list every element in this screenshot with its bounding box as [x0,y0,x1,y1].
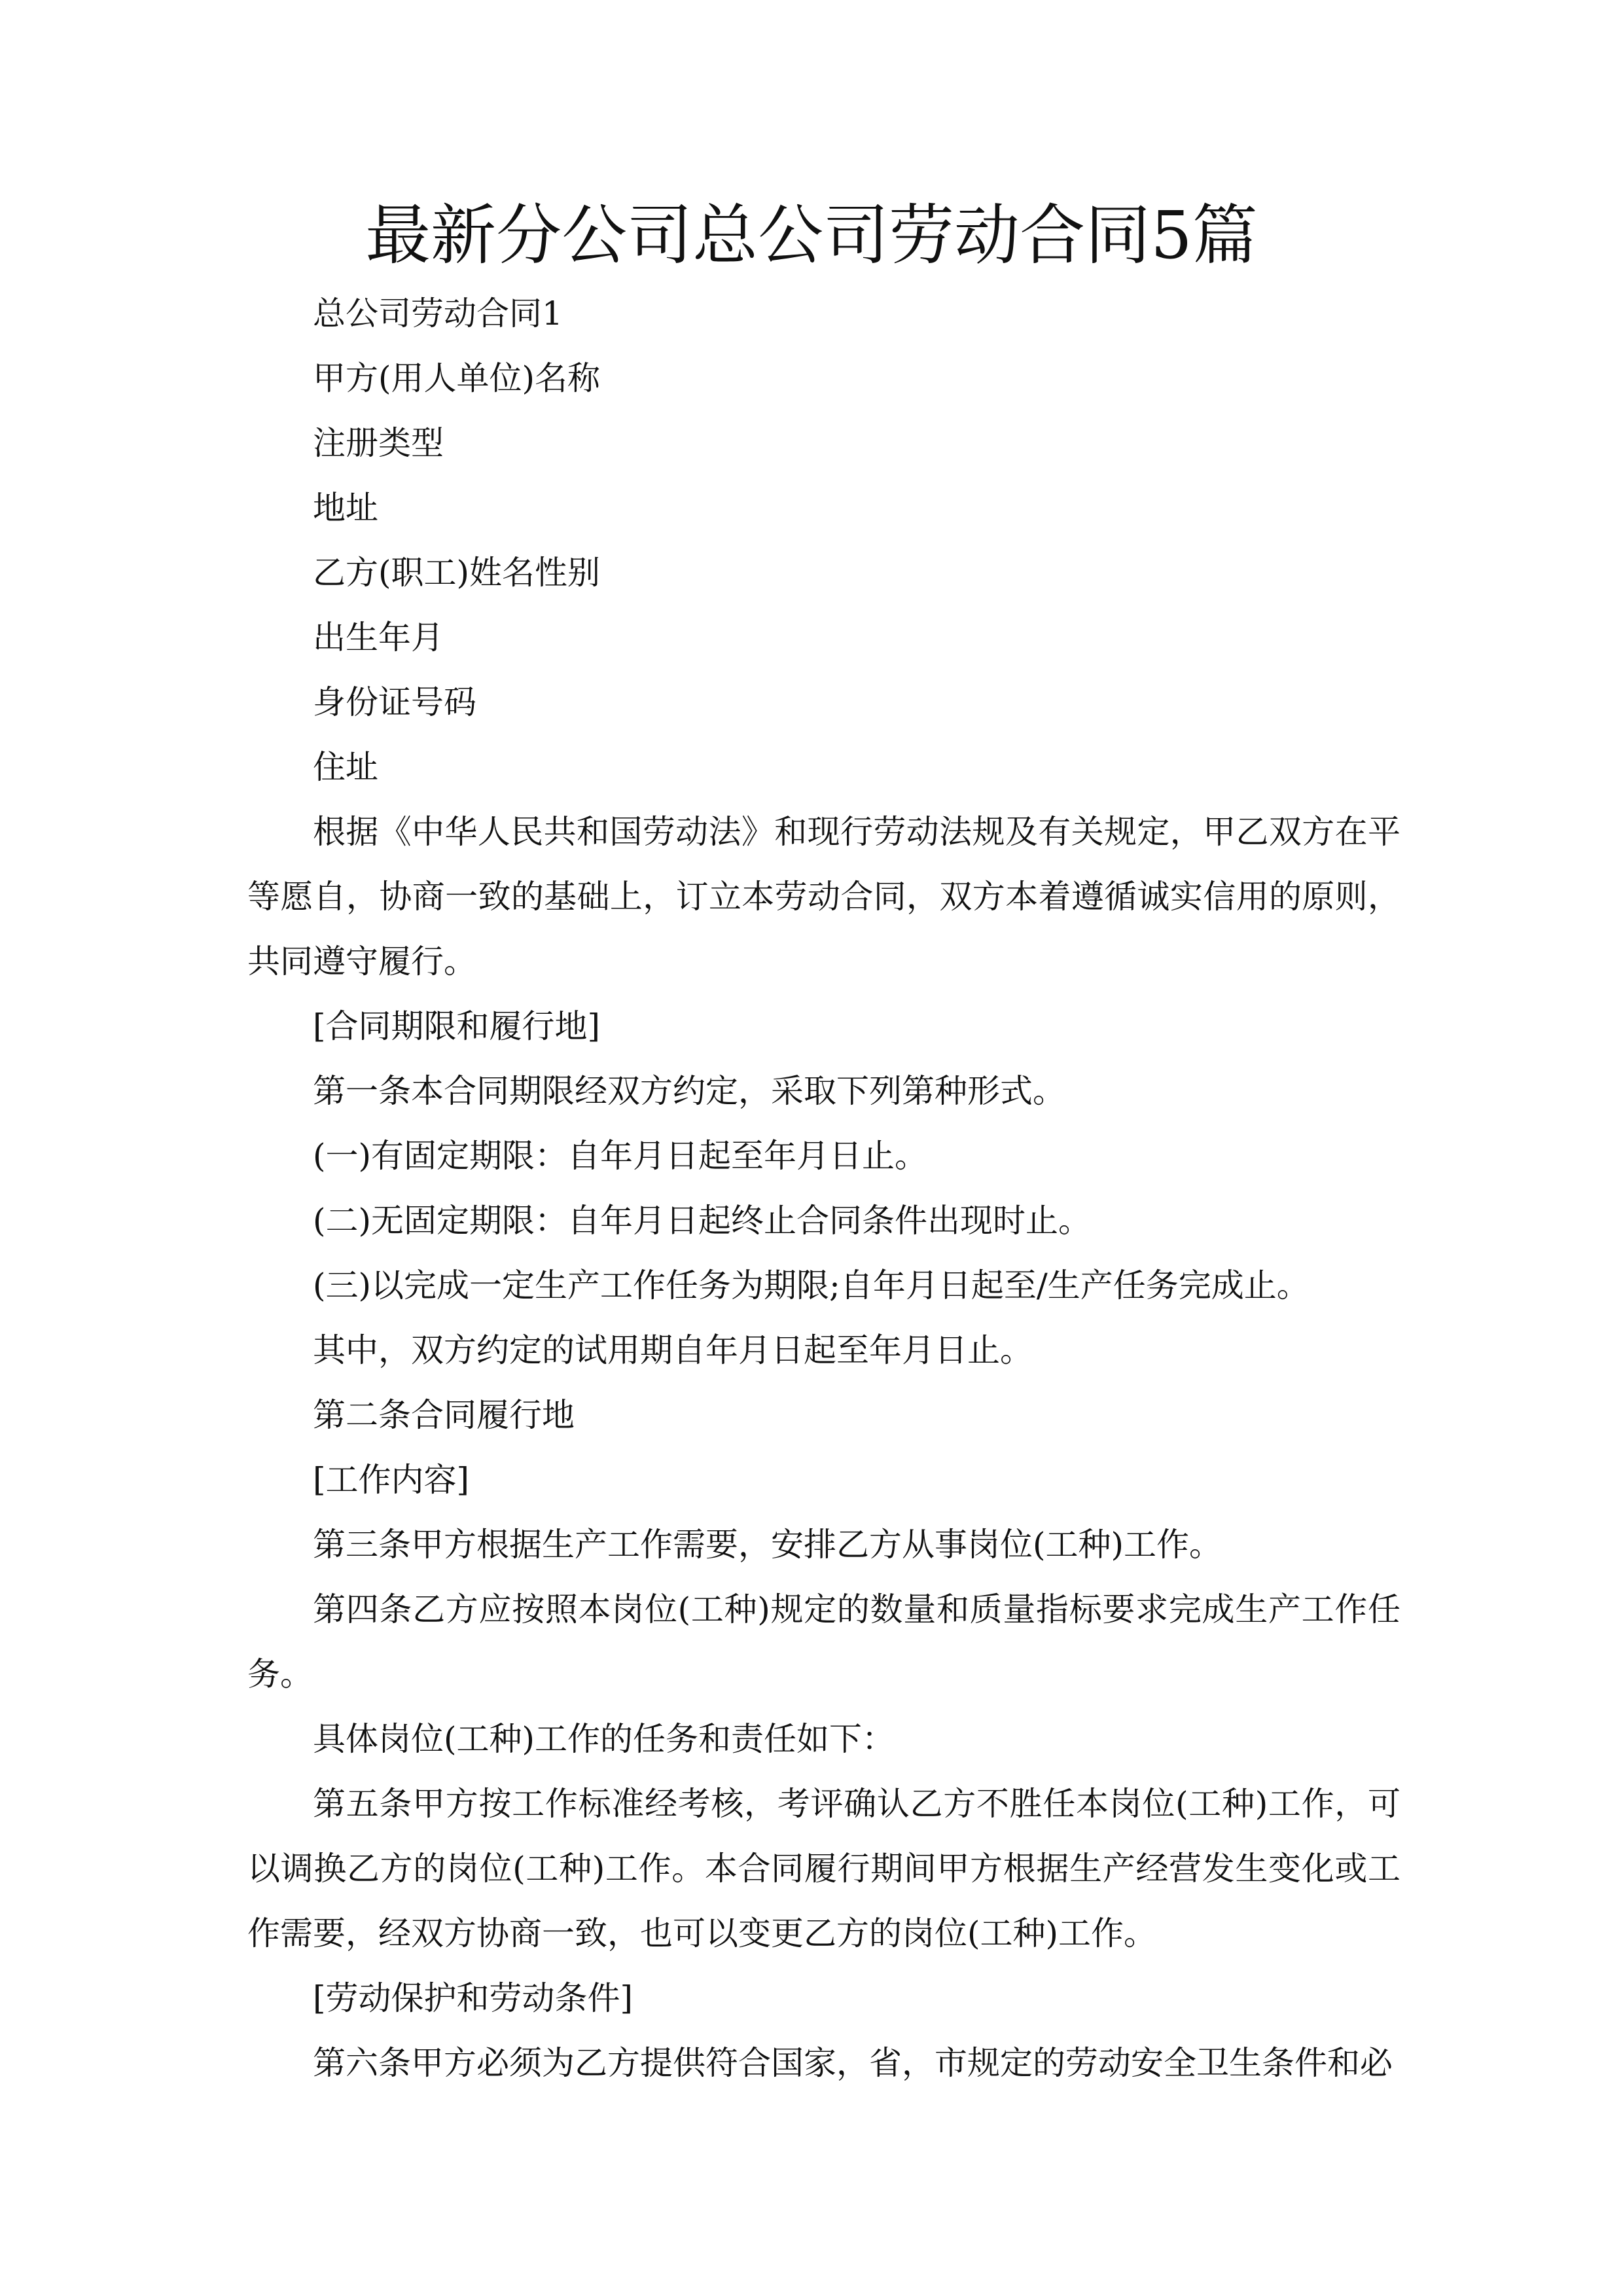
paragraph: 根据《中华人民共和国劳动法》和现行劳动法规及有关规定，甲乙双方在平等愿自，协商一致的基础上，订立本劳动合同，双方本着遵循诚实信用的原则，共同遵守履行。 [247,813,1400,980]
document-body [247,281,1400,2096]
document-title: 最新分公司总公司劳动合同5篇 [365,197,1258,274]
paragraph: 身份证号码 [313,683,476,721]
paragraph: 乙方(职工)姓名性别 [313,554,601,592]
paragraph: 第五条甲方按工作标准经考核，考评确认乙方不胜任本岗位(工种)工作，可以调换乙方的岗位(工种)工作。本合同履行期间甲方根据生产经营发生变化或工作需要，经双方协商一致，也可以变更乙方的岗位(工种)工作。 [247,1785,1400,1952]
paragraph: 其中，双方约定的试用期自年月日起至年月日止。 [313,1331,1033,1369]
section-heading: [工作内容] [313,1461,470,1499]
paragraph: (二)无固定期限：自年月日起终止合同条件出现时止。 [313,1202,1092,1240]
paragraph: 第一条本合同期限经双方约定，采取下列第种形式。 [313,1072,1065,1110]
paragraph: 第二条合同履行地 [313,1396,575,1434]
paragraph: 第六条甲方必须为乙方提供符合国家，省，市规定的劳动安全卫生条件和必 [313,2044,1393,2082]
paragraph: 甲方(用人单位)名称 [313,359,601,397]
section-heading: [合同期限和履行地] [313,1007,601,1045]
paragraph: (一)有固定期限：自年月日起至年月日止。 [313,1137,928,1175]
paragraph: 总公司劳动合同1 [313,295,563,332]
paragraph: 地址 [313,489,378,527]
paragraph: 第三条甲方根据生产工作需要，安排乙方从事岗位(工种)工作。 [313,1526,1222,1564]
paragraph: 具体岗位(工种)工作的任务和责任如下： [313,1720,895,1758]
paragraph: 住址 [313,748,378,786]
paragraph: 第四条乙方应按照本岗位(工种)规定的数量和质量指标要求完成生产工作任务。 [247,1590,1400,1693]
paragraph: (三)以完成一定生产工作任务为期限;自年月日起至/生产任务完成止。 [313,1266,1310,1304]
paragraph: 注册类型 [313,424,444,462]
section-heading: [劳动保护和劳动条件] [313,1979,633,2017]
paragraph: 出生年月 [313,619,444,656]
